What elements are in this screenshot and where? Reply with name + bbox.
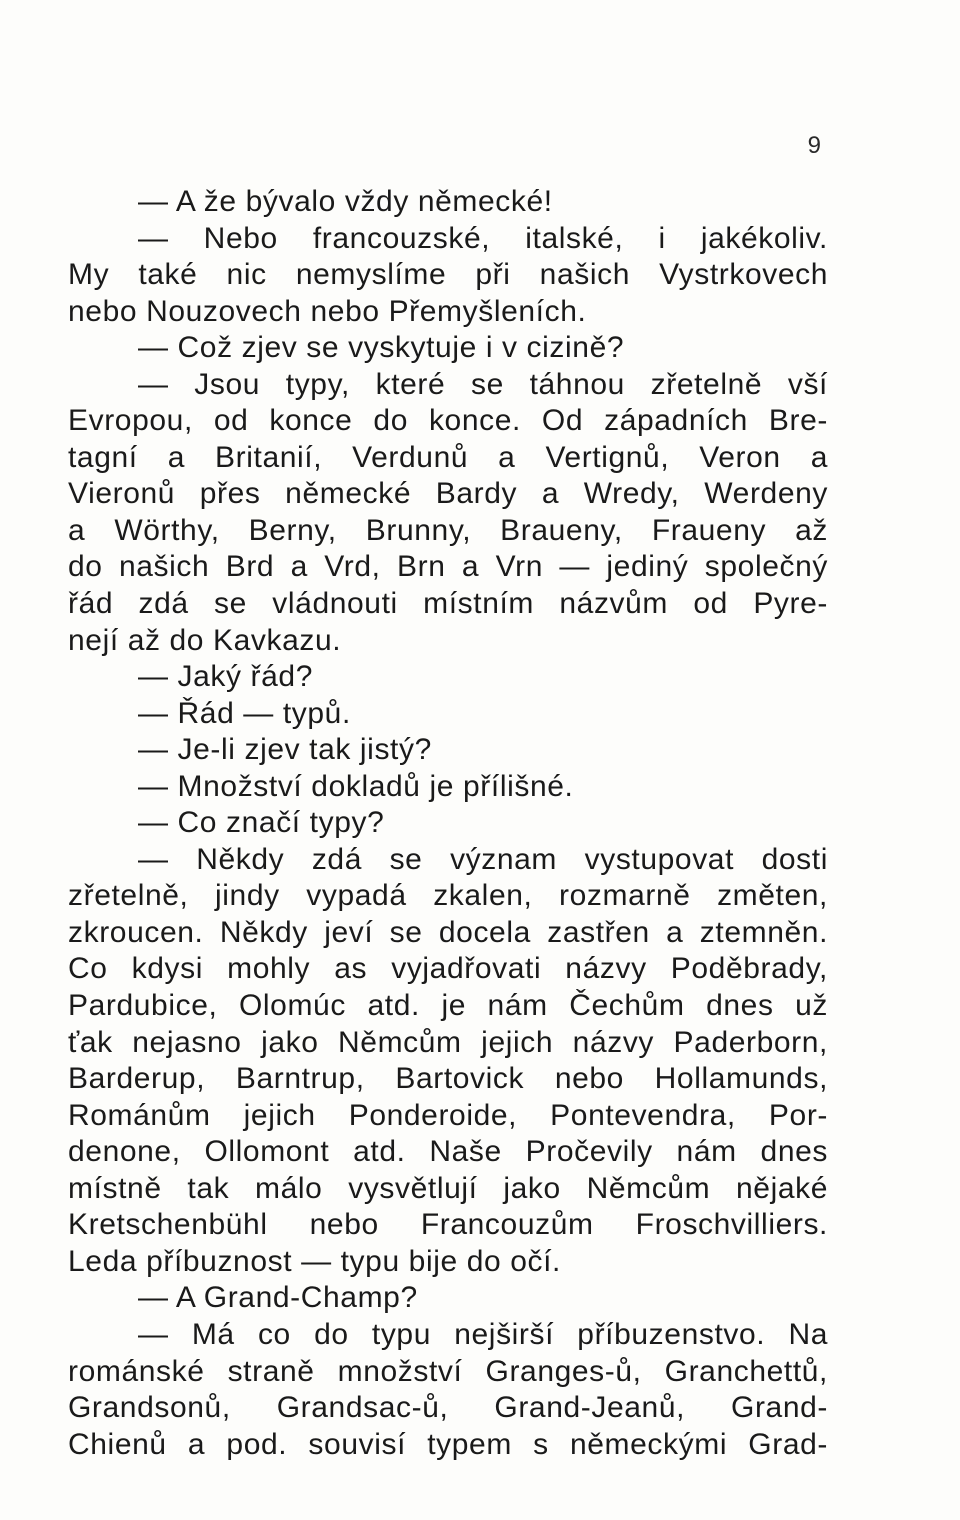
- text-line: denone, Ollomont atd. Naše Pročevily nám dnes: [68, 1135, 828, 1169]
- text-line: — Což zjev se vyskytuje i v cizině?: [138, 331, 625, 365]
- text-line: — A že bývalo vždy německé!: [138, 185, 553, 218]
- text-line: Leda příbuznost — typu bije do očí.: [68, 1244, 561, 1278]
- text-line: zřetelně, jindy vypadá zkalen, rozmarně změten,: [68, 879, 828, 913]
- text-line: My také nic nemyslíme při našich Vystrkovech: [68, 258, 828, 292]
- text-line: — Co značí typy?: [138, 806, 385, 840]
- text-line: — Má co do typu nejširší příbuzenstvo. Na: [138, 1317, 828, 1351]
- text-line: Grandsonů, Grandsac-ů, Grand-Jeanů, Grand-: [68, 1391, 828, 1425]
- text-line: Kretschenbühl nebo Francouzům Froschvilliers.: [68, 1208, 828, 1242]
- text-line: řád zdá se vládnouti místním názvům od Pyre-: [68, 587, 828, 621]
- text-line: — Nebo francouzské, italské, i jakékoliv.: [138, 221, 828, 255]
- text-line: — Někdy zdá se význam vystupovat dosti: [138, 842, 828, 876]
- text-line: — Řád — typů.: [138, 696, 351, 730]
- text-line: Chienů a pod. souvisí typem s německými Grad-: [68, 1427, 828, 1461]
- text-line: Vieronů přes německé Bardy a Wredy, Werdeny: [68, 477, 828, 511]
- text-line: Co kdysi mohly as vyjadřovati názvy Poděbrady,: [68, 952, 828, 986]
- text-line: — Jaký řád?: [138, 660, 313, 694]
- text-line: tagní a Britanií, Verdunů a Vertignů, Veron a: [68, 440, 828, 474]
- text-line: — Množství dokladů je přílišné.: [138, 769, 574, 803]
- text-line: a Wörthy, Berny, Brunny, Braueny, Fraueny až: [68, 513, 828, 547]
- text-line: zkroucen. Někdy jeví se docela zastřen a ztemněn.: [68, 915, 828, 949]
- text-line: — A Grand-Champ?: [138, 1281, 418, 1315]
- text-line: Evropou, od konce do konce. Od západních Bre-: [68, 404, 828, 438]
- text-line: nejí až do Kavkazu.: [68, 623, 342, 657]
- text-line: místně tak málo vysvětlují jako Němcům nějaké: [68, 1171, 828, 1205]
- text-line: do našich Brd a Vrd, Brn a Vrn — jediný společný: [68, 550, 828, 584]
- page-number: 9: [807, 132, 822, 159]
- text-line: Barderup, Barntrup, Bartovick nebo Hollamunds,: [68, 1062, 828, 1096]
- body-text: [68, 184, 828, 1463]
- text-line: — Jsou typy, které se táhnou zřetelně vší: [138, 367, 828, 401]
- text-line: nebo Nouzovech nebo Přemyšleních.: [68, 294, 587, 328]
- text-line: Románům jejich Ponderoide, Pontevendra, Por-: [68, 1098, 828, 1132]
- text-line: ťak nejasno jako Němcům jejich názvy Paderborn,: [68, 1025, 828, 1059]
- text-line: — Je-li zjev tak jistý?: [138, 733, 432, 767]
- text-line: románské straně množství Granges-ů, Granchettů,: [68, 1354, 828, 1388]
- text-line: Pardubice, Olomúc atd. je nám Čechům dnes už: [68, 989, 828, 1023]
